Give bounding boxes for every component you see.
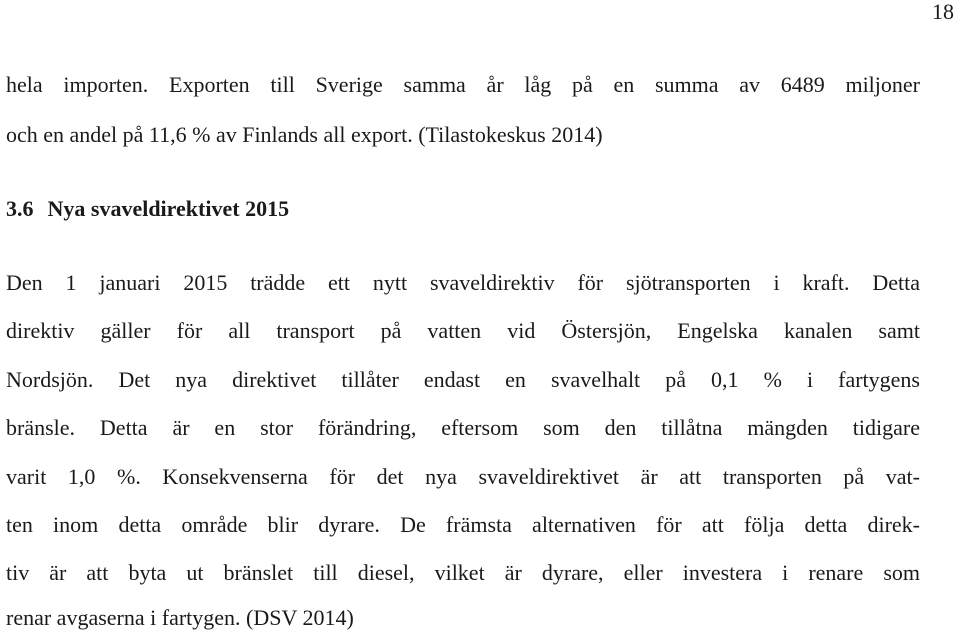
- page-number: 18: [932, 0, 954, 24]
- body-line-5: varit 1,0 %. Konsekvenserna för det nya svaveldirektivet är att transporten på vat-: [6, 464, 920, 489]
- body-line-4: bränsle. Detta är en stor förändring, eftersom som den tillåtna mängden tidigare: [6, 415, 920, 440]
- body-line-3: Nordsjön. Det nya direktivet tillåter endast en svavelhalt på 0,1 % i fartygens: [6, 367, 920, 392]
- body-line-7: tiv är att byta ut bränslet till diesel, vilket är dyrare, eller investera i renare som: [6, 560, 920, 585]
- body-line-8: renar avgaserna i fartygen. (DSV 2014): [6, 605, 354, 630]
- body-line-6: ten inom detta område blir dyrare. De främsta alternativen för att följa detta direk-: [6, 512, 920, 537]
- intro-line-1: hela importen. Exporten till Sverige samma år låg på en summa av 6489 miljoner: [6, 72, 920, 97]
- section-number: 3.6: [6, 196, 34, 221]
- intro-line-2: och en andel på 11,6 % av Finlands all export. (Tilastokeskus 2014): [6, 122, 603, 147]
- section-title: Nya svaveldirektivet 2015: [47, 196, 290, 221]
- body-line-2: direktiv gäller för all transport på vatten vid Östersjön, Engelska kanalen samt: [6, 318, 920, 343]
- section-heading: [6, 196, 289, 222]
- body-line-1: Den 1 januari 2015 trädde ett nytt svaveldirektiv för sjötransporten i kraft. Detta: [6, 270, 920, 295]
